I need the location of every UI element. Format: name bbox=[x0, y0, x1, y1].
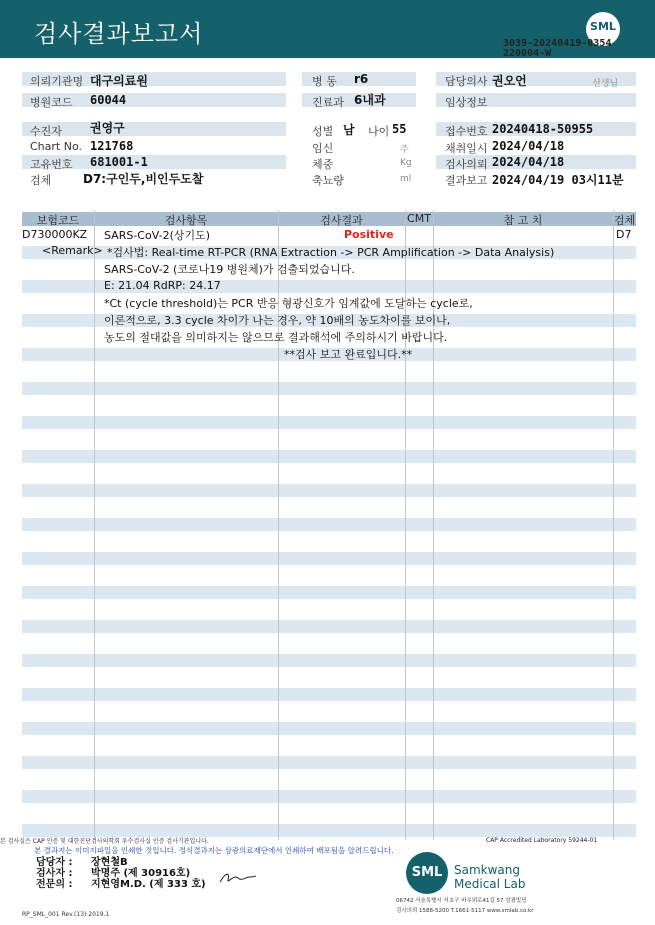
pregnancy-unit: 주 bbox=[400, 145, 409, 155]
clinical-label: 임상정보 bbox=[445, 96, 488, 109]
col-test-item: 검사항목 bbox=[164, 214, 208, 227]
table-stripe bbox=[22, 790, 636, 803]
lab-accreditation-note: 본 검사실은 CAP 인증 및 대한진단검사의학회 우수검사실 인증 검사기관입니다. bbox=[0, 838, 209, 845]
hospital-code-value: 60044 bbox=[90, 93, 127, 107]
remark-line: E: 21.04 RdRP: 24.17 bbox=[104, 279, 221, 292]
urine-unit: ml bbox=[400, 174, 412, 184]
request-date-value: 2024/04/18 bbox=[492, 155, 565, 169]
table-stripe bbox=[22, 620, 636, 633]
lab-contact: 검사의뢰 1588-5200 T.1661-5117 www.smlab.co.kr bbox=[396, 908, 534, 914]
col-specimen: 검체 bbox=[613, 214, 636, 227]
lab-address: 06742 서울특별시 서초구 바우뫼로41길 57 삼광빌딩 bbox=[396, 898, 527, 904]
receipt-no-label: 접수번호 bbox=[445, 125, 488, 138]
signer-role: 담당자 : bbox=[36, 857, 73, 868]
chart-label: Chart No. bbox=[30, 140, 82, 153]
table-stripe bbox=[22, 552, 636, 565]
report-ref-number: 3039-20240419-0354 bbox=[503, 38, 612, 49]
signer-role: 검사자 : bbox=[36, 868, 73, 879]
table-stripe bbox=[22, 586, 636, 599]
lab-name-line1: Samkwang bbox=[454, 863, 520, 877]
patient-label: 수진자 bbox=[30, 125, 62, 138]
report-title: 검사결과보고서 bbox=[34, 20, 204, 48]
weight-label: 체중 bbox=[312, 158, 334, 171]
request-date-label: 검사의뢰 bbox=[445, 158, 488, 171]
ward-label: 병 동 bbox=[312, 75, 337, 88]
specimen-label: 검체 bbox=[30, 174, 52, 187]
collect-date-value: 2024/04/18 bbox=[492, 139, 565, 153]
col-cmt: CMT bbox=[407, 212, 431, 225]
remark-line: 농도의 절대값을 의미하지는 않으므로 결과해석에 주의하시기 바랍니다. bbox=[104, 331, 448, 344]
age-label: 나이 bbox=[368, 125, 390, 138]
result-insurance-code: D730000KZ bbox=[22, 228, 88, 241]
result-positive: Positive bbox=[344, 228, 394, 241]
table-stripe bbox=[22, 416, 636, 429]
col-reference: 참 고 치 bbox=[503, 214, 543, 227]
signature-icon bbox=[218, 868, 258, 886]
institution-value: 대구의료원 bbox=[90, 74, 148, 88]
weight-unit: Kg bbox=[400, 158, 412, 168]
dept-label: 진료과 bbox=[312, 96, 344, 109]
table-stripe bbox=[22, 518, 636, 531]
institution-label: 의뢰기관명 bbox=[30, 75, 84, 88]
collect-date-label: 채취일시 bbox=[445, 142, 488, 155]
table-stripe bbox=[22, 722, 636, 735]
signer-role: 전문의 : bbox=[36, 879, 73, 890]
patient-value: 권영구 bbox=[90, 121, 125, 135]
remark-line: *검사법: Real-time RT-PCR (RNA Extraction -> PCR Amplification -> Data Analysis) bbox=[107, 246, 555, 259]
remark-tag: <Remark> bbox=[42, 244, 103, 257]
lab-name-line2: Medical Lab bbox=[454, 877, 526, 891]
col-insurance-code: 보험코드 bbox=[36, 214, 80, 227]
sml-logo-text: SML bbox=[590, 20, 616, 33]
result-test-item: SARS-CoV-2(상기도) bbox=[104, 229, 211, 242]
form-code: RP_SML_001 Rev.(13) 2019.1 bbox=[22, 911, 110, 918]
result-specimen: D7 bbox=[616, 228, 632, 241]
remark-line: *Ct (cycle threshold)는 PCR 반응 형광신호가 임계값에 도달하는 cycle로, bbox=[104, 297, 473, 310]
column-divider bbox=[94, 210, 95, 840]
report-complete-note: **검사 보고 완료입니다.** bbox=[284, 348, 413, 361]
doctor-value: 권오언 bbox=[492, 74, 527, 88]
dept-value: 6내과 bbox=[354, 93, 386, 107]
chart-value: 121768 bbox=[90, 139, 134, 153]
table-stripe bbox=[22, 756, 636, 769]
column-divider bbox=[613, 210, 614, 840]
col-test-result: 검사결과 bbox=[320, 214, 363, 227]
report-date-label: 결과보고 bbox=[445, 174, 488, 187]
pregnancy-label: 임신 bbox=[312, 142, 334, 155]
cap-accreditation: CAP Accredited Laboratory 59244-01 bbox=[486, 837, 598, 844]
report-date-value: 2024/04/19 03시11분 bbox=[492, 173, 624, 187]
sml-footer-logo-text: SML bbox=[411, 865, 443, 880]
age-value: 55 bbox=[392, 122, 407, 136]
doctor-label: 담당의사 bbox=[445, 75, 488, 88]
signer-name: 장현철B bbox=[91, 857, 128, 868]
table-stripe bbox=[22, 450, 636, 463]
remark-line: 이론적으로, 3.3 cycle 차이가 나는 경우, 약 10배의 농도차이를 보이나, bbox=[104, 314, 451, 327]
remark-line: SARS-CoV-2 (코로나19 병원체)가 검출되었습니다. bbox=[104, 263, 355, 276]
signer-name: 박명주 (제 30916호) bbox=[91, 868, 191, 879]
signer-name: 지현영M.D. (제 333 호) bbox=[91, 879, 206, 890]
urine-label: 축뇨량 bbox=[312, 174, 344, 187]
table-stripe bbox=[22, 688, 636, 701]
ward-value: r6 bbox=[354, 72, 369, 86]
image-copy-notice: 본 결과지는 이미지파일을 인쇄한 것입니다. 정식결과지는 삼광의료재단에서 인쇄하여 배포됨을 알려드립니다. bbox=[34, 846, 394, 855]
specimen-value: D7:구인두,비인두도찰 bbox=[83, 172, 204, 186]
unique-no-value: 681001-1 bbox=[90, 155, 148, 169]
table-stripe bbox=[22, 484, 636, 497]
sex-label: 성별 bbox=[312, 125, 334, 138]
table-stripe bbox=[22, 654, 636, 667]
unique-no-label: 고유번호 bbox=[30, 158, 73, 171]
hospital-code-label: 병원코드 bbox=[30, 96, 73, 109]
table-stripe bbox=[22, 382, 636, 395]
doctor-suffix: 선생님 bbox=[592, 79, 619, 89]
report-ref-code: 220004-W bbox=[503, 48, 552, 59]
sex-value: 남 bbox=[343, 123, 355, 137]
receipt-no-value: 20240418-50955 bbox=[492, 122, 594, 136]
